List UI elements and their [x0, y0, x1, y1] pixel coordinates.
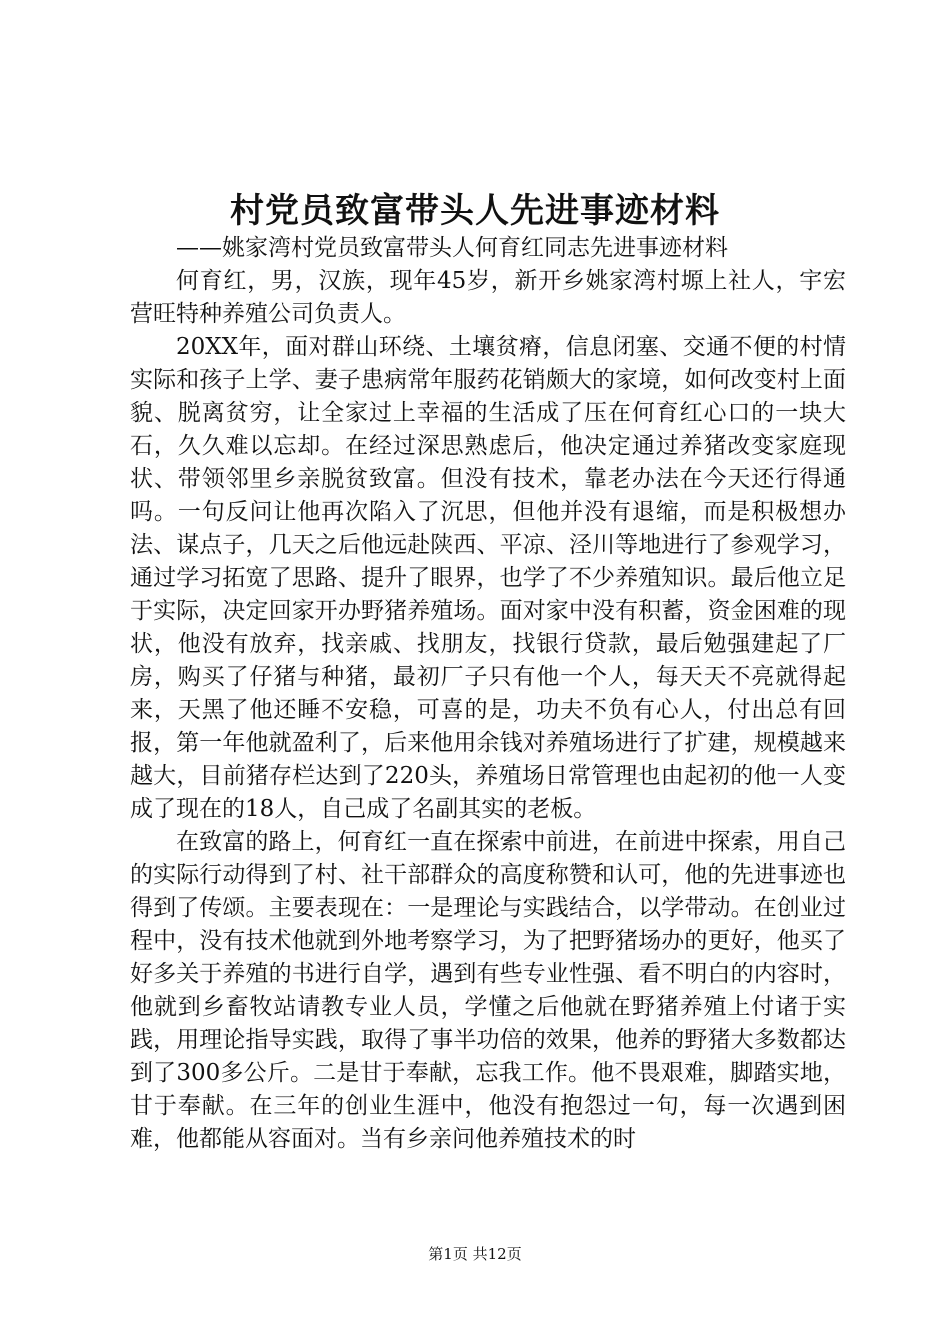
paragraph: 在致富的路上，何育红一直在探索中前进，在前进中探索，用自己的实际行动得到了村、社干部群众的高度称赞和认可，他的先进事迹也得到了传颂。主要表现在：一是理论与实践结合，以学带动。在创业过程中，没有技术他就到外地考察学习，为了把野猪场办的更好，他买了好多关于养殖的书进行自学，遇到有些专业性强、看不明白的内容时，他就到乡畜牧站请教专业人员，学懂之后他就在野猪养殖上付诸于实践，用理论指导实践，取得了事半功倍的效果，他养的野猪大多数都达到了300多公斤。二是甘于奉献，忘我工作。他不畏艰难，脚踏实地，甘于奉献。在三年的创业生涯中，他没有抱怨过一句，每一次遇到困难，他都能从容面对。当有乡亲问他养殖技术的时 [130, 829, 846, 1152]
document-body [130, 232, 846, 1156]
paragraph: 何育红，男，汉族，现年45岁，新开乡姚家湾村塬上社人，宇宏营旺特种养殖公司负责人。 [130, 268, 846, 327]
page-number-footer: 第1页 共12页 [428, 1245, 522, 1263]
document-subtitle: ——姚家湾村党员致富带头人何育红同志先进事迹材料 [176, 235, 728, 261]
document-title: 村党员致富带头人先进事迹材料 [230, 191, 720, 231]
paragraph: 20XX年，面对群山环绕、土壤贫瘠，信息闭塞、交通不便的村情实际和孩子上学、妻子患病常年服药花销颇大的家境，如何改变村上面貌、脱离贫穷，让全家过上幸福的生活成了压在何育红心口的一块大石，久久难以忘却。在经过深思熟虑后，他决定通过养猪改变家庭现状、带领邻里乡亲脱贫致富。但没有技术，靠老办法在今天还行得通吗。一句反问让他再次陷入了沉思，但他并没有退缩，而是积极想办法、谋点子，几天之后他远赴陕西、平凉、泾川等地进行了参观学习，通过学习拓宽了思路、提升了眼界，也学了不少养殖知识。最后他立足于实际，决定回家开办野猪养殖场。面对家中没有积蓄，资金困难的现状，他没有放弃，找亲戚、找朋友，找银行贷款，最后勉强建起了厂房，购买了仔猪与种猪，最初厂子只有他一个人，每天天不亮就得起来，天黑了他还睡不安稳，可喜的是，功夫不负有心人，付出总有回报，第一年他就盈利了，后来他用余钱对养殖场进行了扩建，规模越来越大，目前猪存栏达到了220头，养殖场日常管理也由起初的他一人变成了现在的18人，自己成了名副其实的老板。 [130, 334, 846, 822]
